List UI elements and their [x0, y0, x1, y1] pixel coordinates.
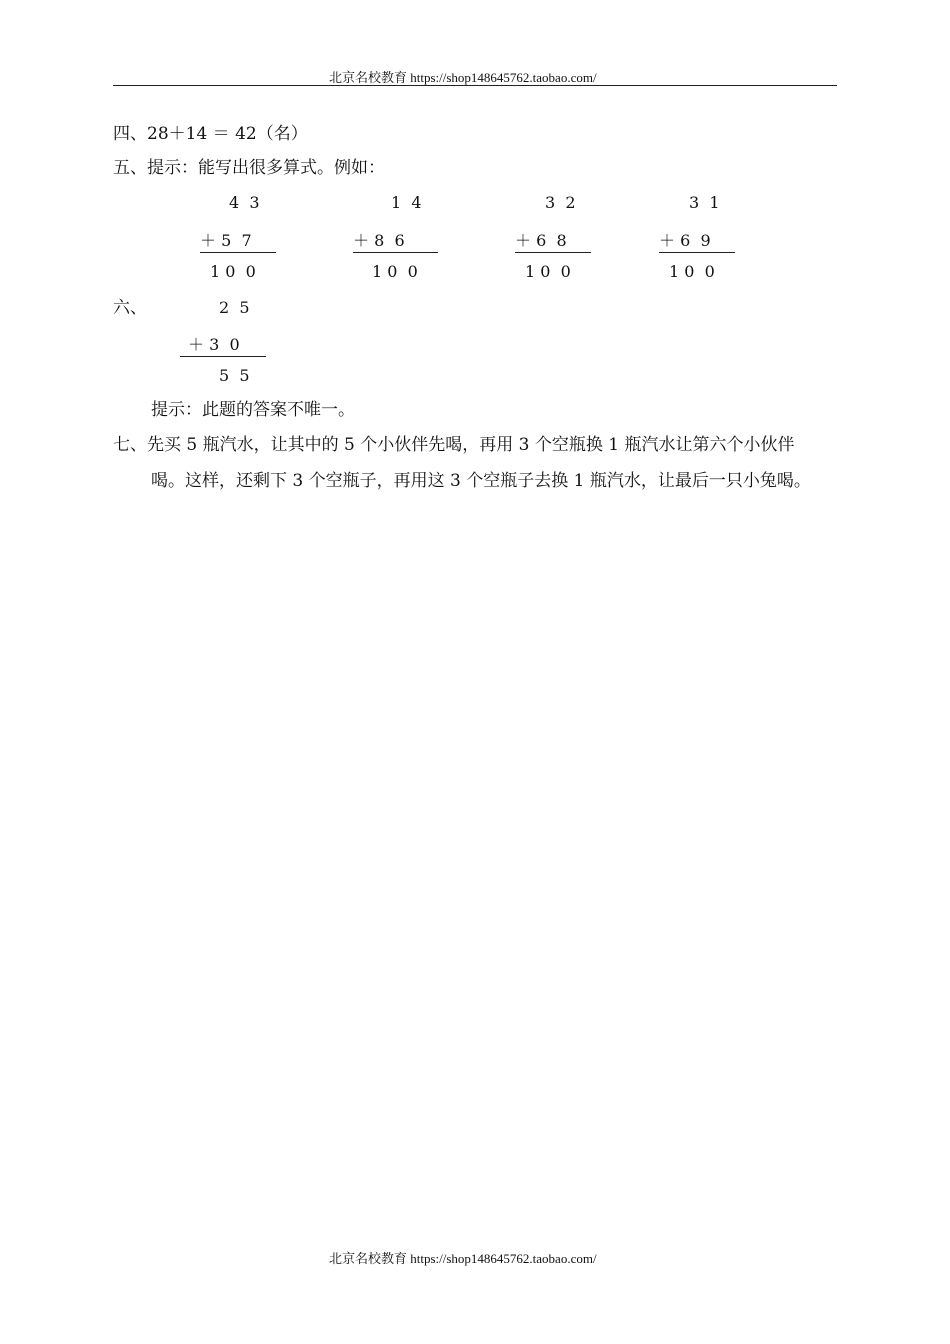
five-problem-1-sum: 1 0 0	[210, 262, 256, 281]
answer-five-label: 五、提示：能写出很多算式。例如：	[113, 158, 385, 178]
header-rule	[113, 85, 837, 86]
answer-six-hint: 提示：此题的答案不唯一。	[151, 400, 355, 420]
answer-seven-line-1: 七、先买 5 瓶汽水，让其中的 5 个小伙伴先喝，再用 3 个空瓶换 1 瓶汽水让第六个小伙伴	[113, 435, 795, 455]
answer-four: 四、28＋14 ＝ 42（名）	[113, 124, 308, 144]
five-problem-2-top: 1 4	[391, 193, 422, 212]
five-problem-2-sum: 1 0 0	[372, 262, 418, 281]
five-problem-1-top: 4 3	[229, 193, 260, 212]
five-problem-4-sum: 1 0 0	[669, 262, 715, 281]
answer-six-label: 六、	[113, 298, 147, 318]
answer-seven-line-2: 喝。这样，还剩下 3 个空瓶子，再用这 3 个空瓶子去换 1 瓶汽水，让最后一只小兔喝。	[151, 471, 811, 491]
five-problem-1-addend: ＋ 5 7	[200, 228, 276, 253]
five-problem-4-top: 3 1	[689, 193, 720, 212]
five-problem-2-addend: ＋ 8 6	[353, 228, 438, 253]
five-problem-3-top: 3 2	[545, 193, 576, 212]
five-problem-3-sum: 1 0 0	[525, 262, 571, 281]
page-header: 北京名校教育 https://shop148645762.taobao.com/	[329, 70, 597, 85]
six-addend: ＋ 3 0	[180, 332, 266, 357]
five-problem-4-addend: ＋ 6 9	[659, 228, 735, 253]
six-top: 2 5	[219, 298, 250, 317]
five-problem-3-addend: ＋ 6 8	[515, 228, 591, 253]
six-sum: 5 5	[219, 366, 250, 385]
page-footer: 北京名校教育 https://shop148645762.taobao.com/	[329, 1251, 597, 1266]
